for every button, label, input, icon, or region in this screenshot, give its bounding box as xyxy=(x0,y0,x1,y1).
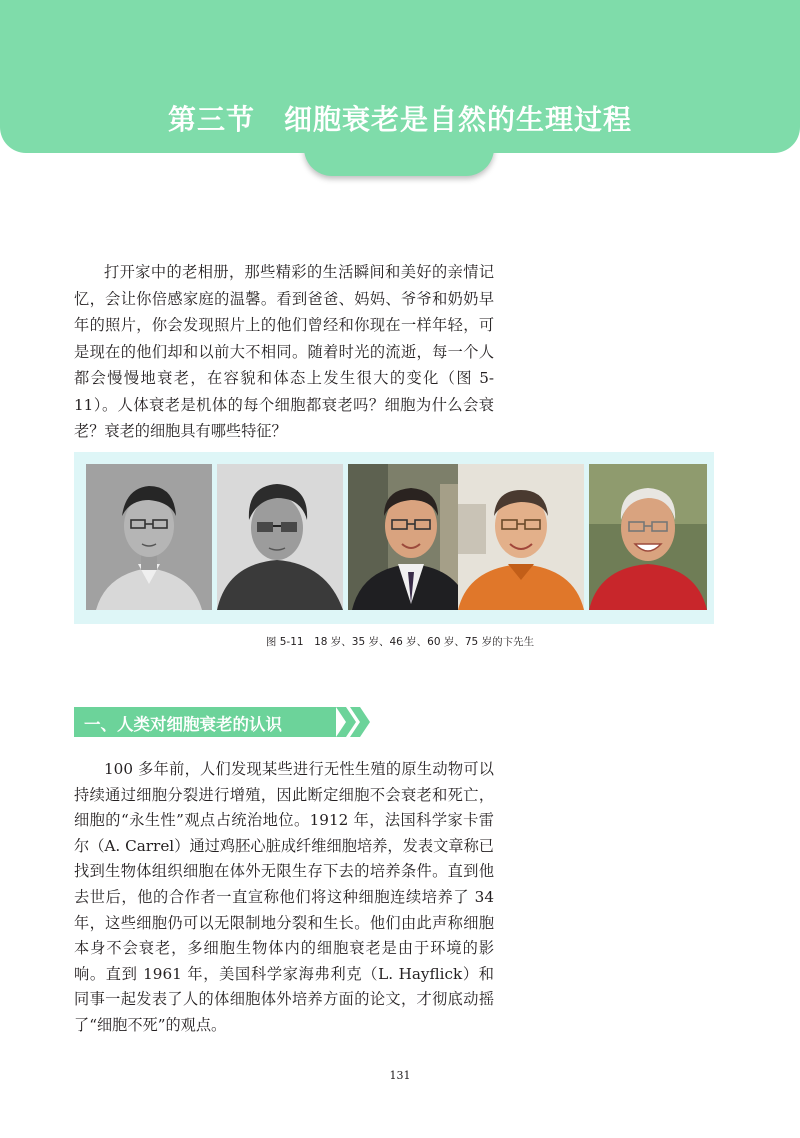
page-number: 131 xyxy=(389,1069,411,1082)
section-paragraph: 100 多年前，人们发现某些进行无性生殖的原生动物可以持续通过细胞分裂进行增殖，因此断定细胞不会衰老和死亡，细胞的“永生性”观点占统治地位。1912 年，法国科学家卡雷尔（A. Carrel）通过鸡胚心脏成纤维细胞培养，发表文章称已找到生物体组织细胞在体外无限生存下去的培养条件。直到他去世后，他的合作者一直宣称他们将这种细胞连续培养了 34 年，这些细胞仍可以无限制地分裂和生长。他们由此声称细胞本身不会衰老，多细胞生物体内的细胞衰老是由于环境的影响。直到 1961 年，美国科学家海弗利克（L. Hayflick）和同事一起发表了人的体细胞体外培养方面的论文，才彻底动摇了“细胞不死”的观点。 xyxy=(74,760,494,1034)
photo-age-18 xyxy=(86,464,212,610)
figure-photo-strip xyxy=(74,452,714,624)
figure-caption: 图 5-11 18 岁、35 岁、46 岁、60 岁、75 岁的卞先生 xyxy=(265,636,535,648)
section-heading-bar xyxy=(74,707,336,737)
photo-age-35 xyxy=(217,464,343,610)
photo-age-60 xyxy=(458,464,584,610)
section-heading: 一、人类对细胞衰老的认识 xyxy=(84,715,282,734)
intro-paragraph: 打开家中的老相册，那些精彩的生活瞬间和美好的亲情记忆，会让你倍感家庭的温馨。看到爸爸、妈妈、爷爷和奶奶早年的照片，你会发现照片上的他们曾经和你现在一样年轻，可是现在的他们却和以前大不相同。随着时光的流逝，每一个人都会慢慢地衰老，在容貌和体态上发生很大的变化（图 5-11）。人体衰老是机体的每个细胞都衰老吗？细胞为什么会衰老？衰老的细胞具有哪些特征？ xyxy=(74,263,494,440)
photo-age-46 xyxy=(348,464,474,610)
double-chevron-icon xyxy=(336,707,372,737)
page-title: 第三节 细胞衰老是自然的生理过程 xyxy=(167,103,632,136)
photo-age-75 xyxy=(589,464,707,610)
